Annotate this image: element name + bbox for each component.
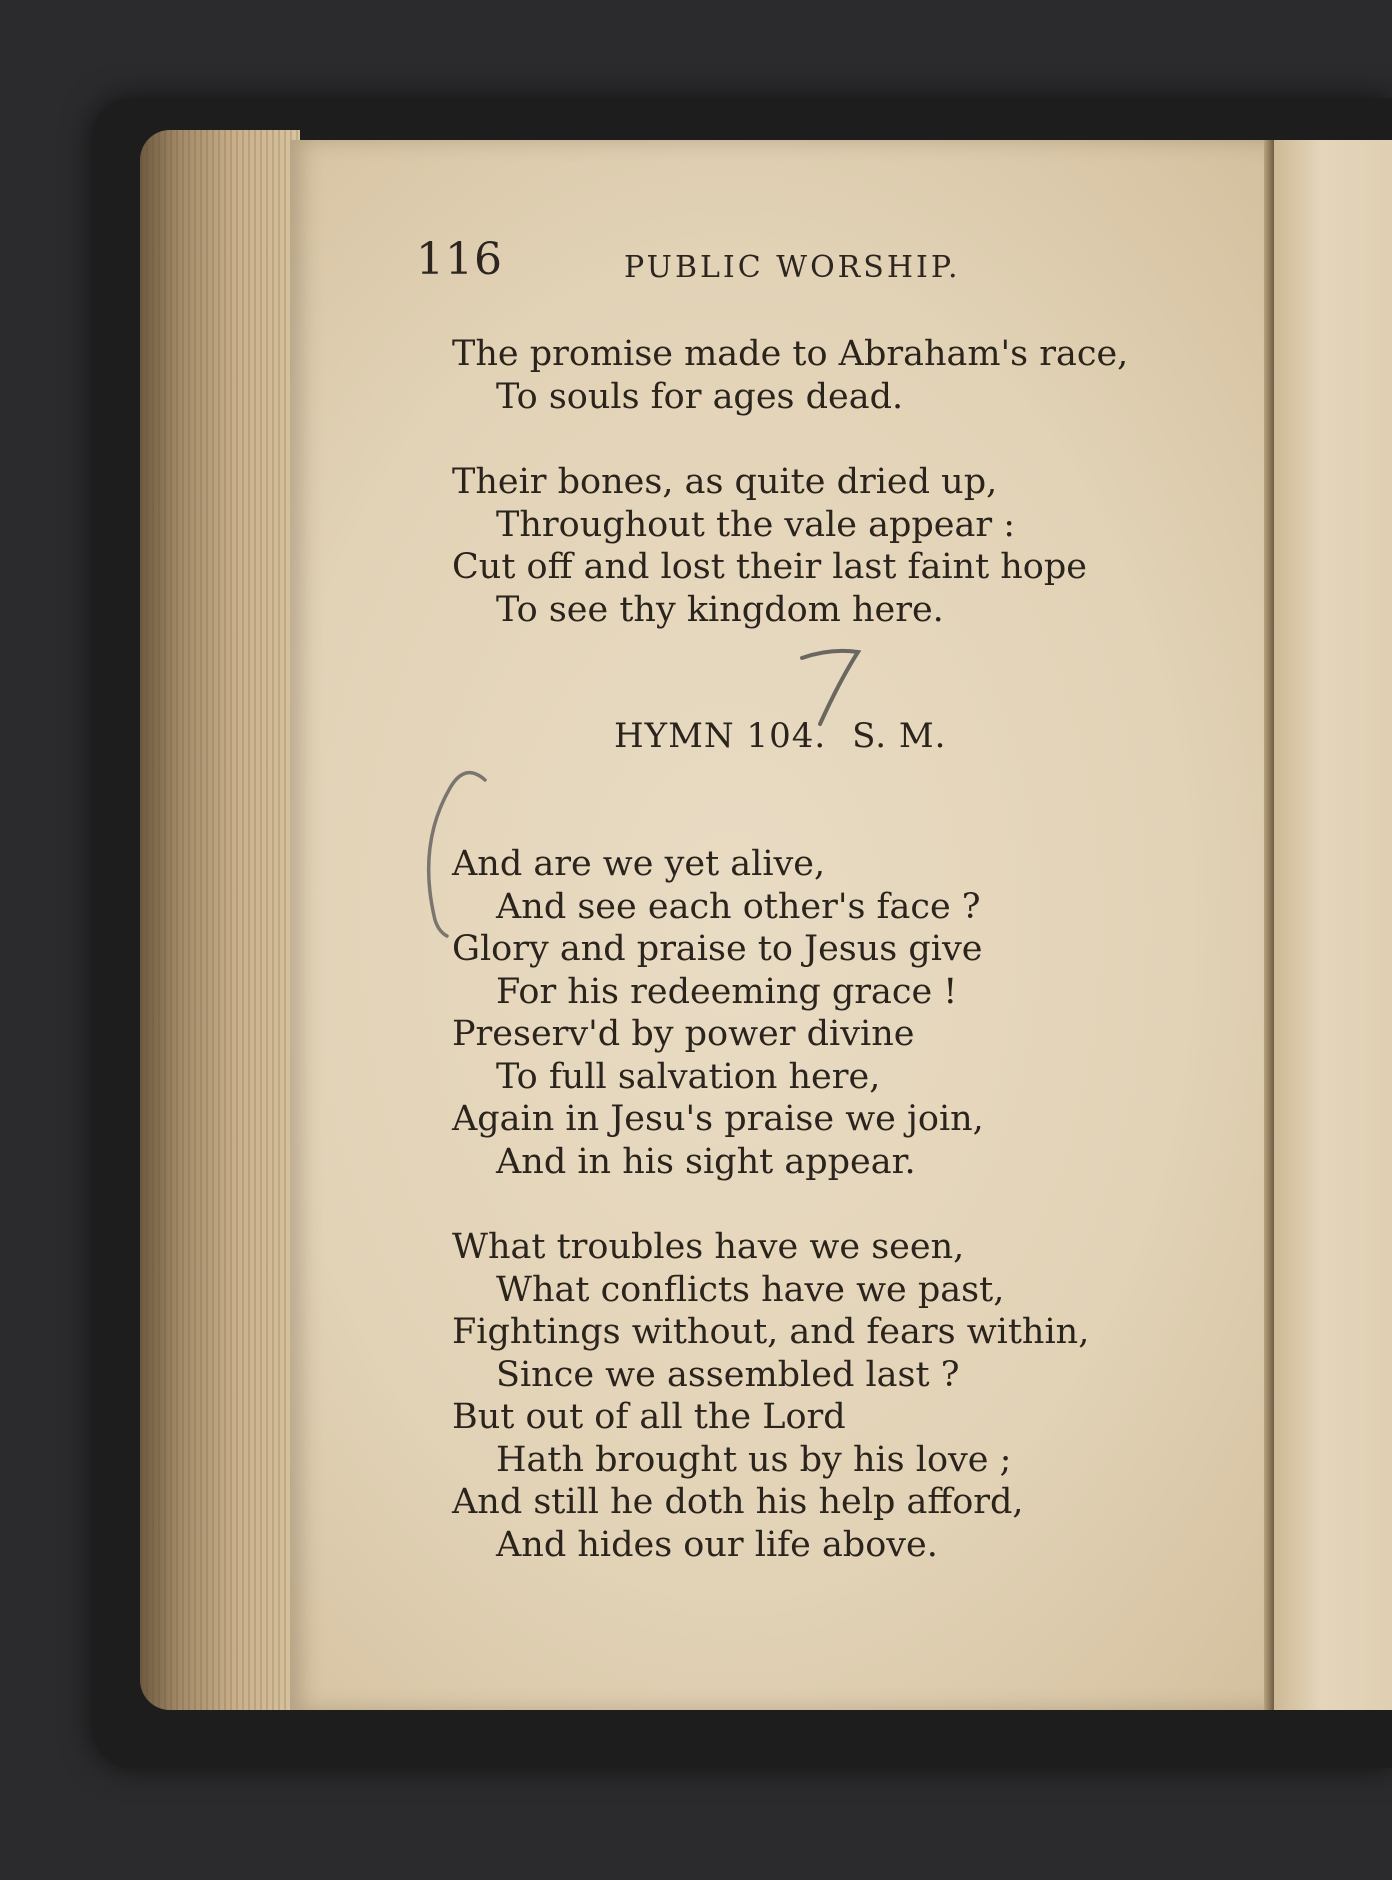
verse-line: For his redeeming grace ! [496,971,958,1012]
stanza-2 [452,1226,1152,1566]
hymn-number: HYMN 104. [614,716,827,756]
verse-line: Glory and praise to Jesus give [452,929,983,969]
verse-line: Throughout the vale appear : [496,504,1016,545]
verse-line: And see each other's face ? [496,886,981,927]
verse-line: Hath brought us by his love ; [496,1439,1012,1480]
hymn-meter: S. M. [852,716,947,756]
facing-page-edge [1274,140,1392,1710]
verse-line: The promise made to Abraham's race, [452,334,1129,374]
verse-line: To souls for ages dead. [496,376,904,417]
hymn-heading [614,716,947,756]
verse-line: And hides our life above. [496,1524,938,1565]
stanza-b [452,461,1152,631]
stanza-a [452,333,1152,418]
verse-line: To full salvation here, [496,1056,881,1097]
verse-line: And still he doth his help afford, [452,1482,1024,1522]
page-header [416,234,1016,294]
verse-line: And in his sight appear. [496,1141,916,1182]
page-number: 116 [416,234,503,285]
verse-line: What troubles have we seen, [452,1227,965,1267]
verse-line: What conflicts have we past, [496,1269,1005,1310]
verse-line: Preserv'd by power divine [452,1014,915,1054]
verse-line: Fightings without, and fears within, [452,1312,1090,1352]
verse-line: Cut off and lost their last faint hope [452,547,1087,587]
stanza-1 [452,843,1152,1183]
verse-line: Their bones, as quite dried up, [452,462,998,502]
book-gutter [1264,140,1274,1710]
verse-line: But out of all the Lord [452,1397,846,1437]
page-block-edge [140,130,300,1710]
verse-line: To see thy kingdom here. [496,589,944,630]
running-title: PUBLIC WORSHIP. [624,250,961,285]
verse-line: Again in Jesu's praise we join, [452,1099,984,1139]
verse-line: And are we yet alive, [452,844,826,884]
verse-line: Since we assembled last ? [496,1354,960,1395]
